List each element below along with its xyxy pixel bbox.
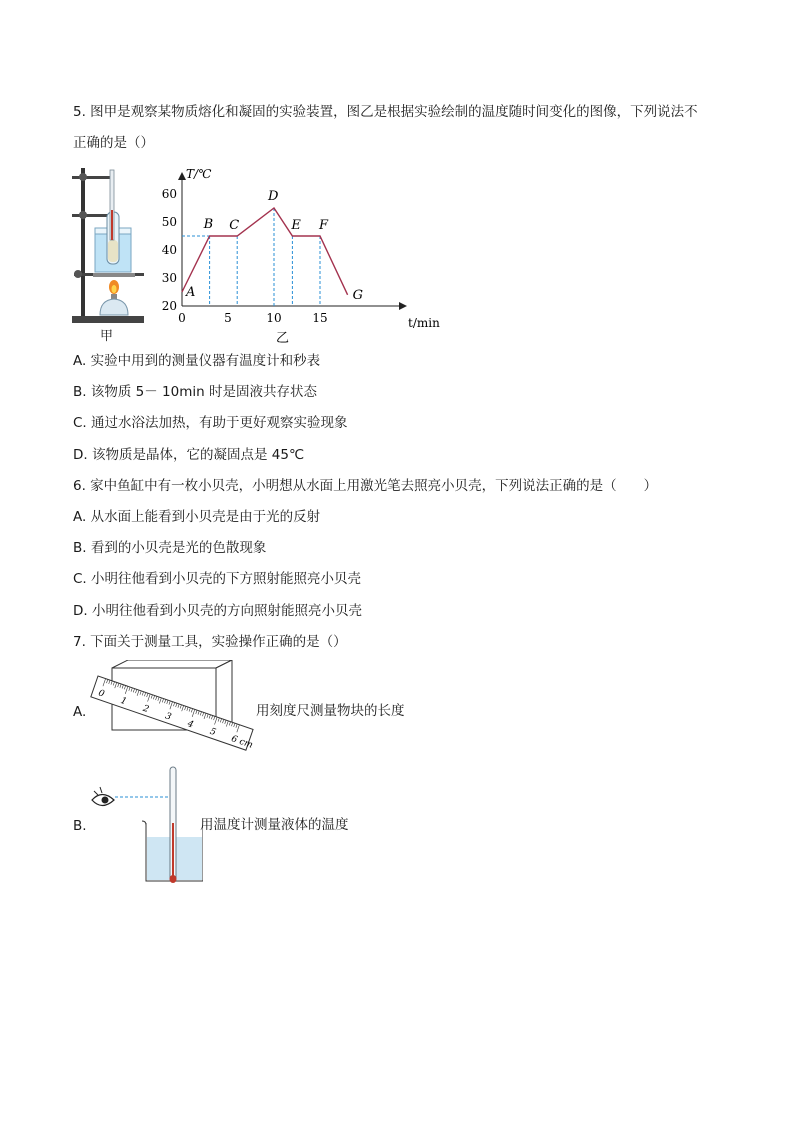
q5-option-a: A. 实验中用到的测量仪器有温度计和秒表 xyxy=(73,353,321,369)
q7-option-a-text: 用刻度尺测量物块的长度 xyxy=(256,703,405,719)
ruler-number: 2 xyxy=(141,703,151,716)
point-label-D: D xyxy=(268,189,279,204)
q6-option-a: A. 从水面上能看到小贝壳是由于光的反射 xyxy=(73,509,321,525)
ruler-number: 5 xyxy=(208,726,218,739)
fig-jia-label: 甲 xyxy=(100,329,114,344)
ruler-number: 4 xyxy=(186,719,195,731)
y-ticks xyxy=(162,187,177,313)
ruler-number: 1 xyxy=(119,696,128,708)
y-tick-label: 40 xyxy=(161,243,177,257)
ruler-block-figure xyxy=(86,660,256,760)
point-label-F: F xyxy=(319,218,329,233)
q5-stem-line1: 5. 图甲是观察某物质熔化和凝固的实验装置，图乙是根据实验绘制的温度随时间变化的图像，下列说法不 xyxy=(73,104,698,120)
thermometer-beaker-figure xyxy=(88,765,203,887)
q6-option-b: B. 看到的小贝壳是光的色散现象 xyxy=(73,540,267,556)
q5-option-b: B. 该物质 5－ 10min 时是固液共存状态 xyxy=(73,384,317,400)
y-tick-label: 60 xyxy=(161,187,177,201)
y-tick-label: 20 xyxy=(161,299,177,313)
q6-option-c: C. 小明往他看到小贝壳的下方照射能照亮小贝壳 xyxy=(73,571,362,587)
x-ticks xyxy=(178,311,327,325)
ruler-number: 3 xyxy=(163,711,173,723)
x-tick-label: 10 xyxy=(266,311,282,325)
eye-icon xyxy=(92,787,114,806)
point-label-C: C xyxy=(229,218,240,233)
q6-option-d: D. 小明往他看到小贝壳的方向照射能照亮小贝壳 xyxy=(73,603,362,619)
y-axis-label: T/℃ xyxy=(186,167,212,181)
x-tick-label: 0 xyxy=(178,311,186,325)
q5-option-d: D. 该物质是晶体，它的凝固点是 45℃ xyxy=(73,447,305,463)
apparatus-figure xyxy=(66,160,156,346)
q7-option-b-text: 用温度计测量液体的温度 xyxy=(200,817,349,833)
q7-option-b-letter: B. xyxy=(73,818,87,834)
q7-option-a-letter: A. xyxy=(73,704,87,720)
point-label-E: E xyxy=(291,218,301,233)
x-tick-label: 5 xyxy=(224,311,232,325)
temperature-chart xyxy=(160,160,450,346)
point-label-G: G xyxy=(352,287,363,303)
thermometer xyxy=(170,767,177,883)
alcohol-lamp xyxy=(100,280,128,315)
wire-gauze xyxy=(93,273,135,277)
ruler-number: 0 xyxy=(96,688,106,700)
ruler-number: 6 cm xyxy=(229,734,254,751)
y-tick-label: 30 xyxy=(161,271,177,285)
x-tick-label: 15 xyxy=(312,311,328,325)
point-label-B: B xyxy=(203,217,214,232)
fig-yi-label: 乙 xyxy=(276,331,290,346)
q5-stem-line2: 正确的是（） xyxy=(73,135,154,151)
point-label-A: A xyxy=(186,285,196,300)
q6-stem: 6. 家中鱼缸中有一枚小贝壳，小明想从水面上用激光笔去照亮小贝壳，下列说法正确的是（ ） xyxy=(73,478,658,494)
test-tube xyxy=(107,170,119,264)
q7-stem: 7. 下面关于测量工具，实验操作正确的是（） xyxy=(73,634,347,650)
x-axis-label: t/min xyxy=(408,316,440,330)
y-tick-label: 50 xyxy=(161,215,177,229)
q5-option-c: C. 通过水浴法加热，有助于更好观察实验现象 xyxy=(73,415,348,431)
